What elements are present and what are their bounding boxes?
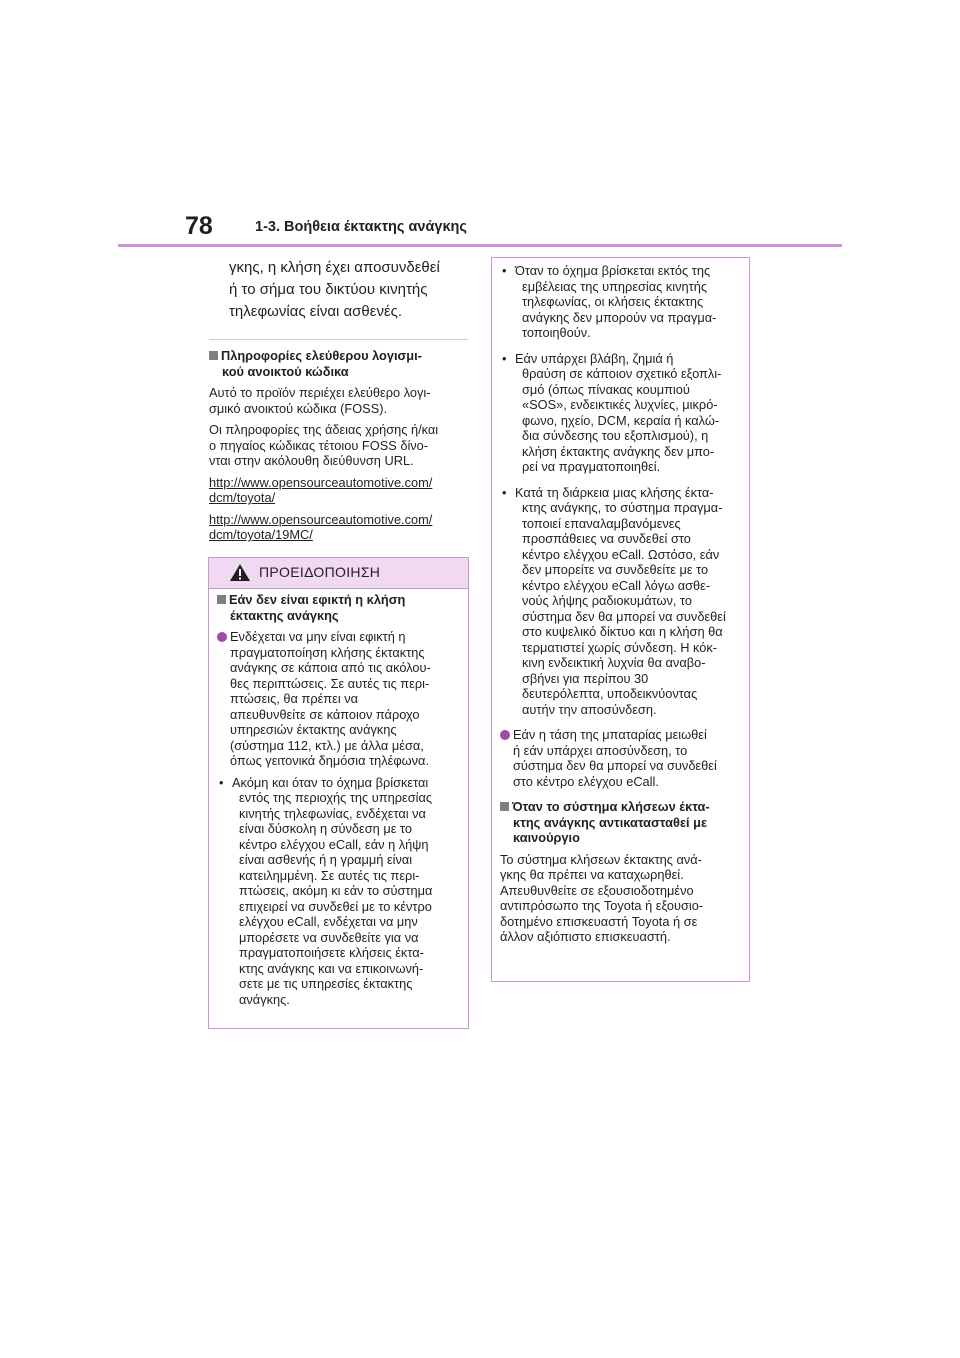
bullet-marker: • — [502, 263, 507, 278]
text-line: τηλεφωνίας είναι ασθενές. — [229, 303, 403, 320]
text-line: γκης, η κλήση έχει αποσυνδεθεί — [229, 259, 440, 276]
replacement-paragraph: Το σύστημα κλήσεων έκτακτης ανά- γκης θα πρέπει να καταχωρηθεί. Απευθυνθείτε σε εξουσιοδοτημένο αντιπρόσωπο της Toyota ή εξουσιο- δοτημένο επισκευαστή Toyota ή σε άλλον αξιόπιστο επισκευαστή. — [500, 851, 704, 944]
bullet-marker: • — [219, 774, 224, 790]
warning-bullet-item: • Ακόμη και όταν το όχημα βρίσκεται εντός της περιοχής της υπηρεσίας κινητής τηλεφωνίας, ενδέχεται να είναι δύσκολη η σύνδεση με το κέντρο ελέγχου eCall, εάν η λήψη είναι ασθενής ή η γραμμή είναι κατειλημμένη. Σε αυτές τις περι- πτώσεις, ακόμη κι εάν το σύστημα επιχειρεί να συνδεθεί με το κέντρο ελέγχου eCall, ενδέχεται να μην μπορέσετε να συνδεθείτε για να πραγματοποιήσετε κλήσεις έκτα- κτης ανάγκης και να επικοινωνή- σετε με τις υπηρεσίες έκτακτης ανάγκης. — [219, 774, 433, 1007]
bullet-item: • Εάν υπάρχει βλάβη, ζημιά ή θραύση σε κάποιον σχετικό εξοπλι- σμό (όπως πίνακας κουμπιού «SOS», ενδεικτικές λυχνίες, μικρό- φωνο, ηχείο, DCM, κεραία ή καλώ- δια σύνδεσης του εξοπλισμού), η κλήση έκτακτης ανάγκης δεν μπο- ρεί να πραγματοποιηθεί. — [502, 350, 722, 474]
warning-triangle-icon — [229, 563, 251, 582]
foss-section — [209, 348, 471, 543]
foss-heading: Πληροφορίες ελεύθερου λογισμι- κού ανοικτού κώδικα — [209, 348, 471, 379]
bullet-marker: • — [502, 350, 507, 366]
warning-header — [209, 558, 468, 589]
warning-continuation-body — [500, 263, 745, 945]
warning-heading: Εάν δεν είναι εφικτή η κλήση έκτακτης ανάγκης — [217, 592, 462, 623]
foss-paragraph: Αυτό το προϊόν περιέχει ελεύθερο λογι- σμικό ανοικτού κώδικα (FOSS). — [209, 385, 431, 416]
foss-link-toyota[interactable]: http://www.opensourceautomotive.com/ dcm/toyota/ — [209, 474, 433, 505]
foss-paragraph: Οι πληροφορίες της άδειας χρήσης ή/και ο πηγαίος κώδικας τέτοιου FOSS δίνο- νται στην ακόλουθη διεύθυνση URL. — [209, 422, 439, 468]
warning-circle-item: Ενδέχεται να μην είναι εφικτή η πραγματοποίηση κλήσης έκτακτης ανάγκης σε κάποια από τις ακόλου- θες περιπτώσεις. Σε αυτές τις περι- πτώσεις, θα πρέπει να απευθυνθείτε σε κάποιον πάροχο υπηρεσιών έκτακτης ανάγκης (σύστημα 112, κτλ.) με άλλα μέσα, όπως γειτονικά δημόσια τηλέφωνα. — [217, 629, 462, 769]
header-rule — [118, 244, 842, 247]
warning-title: ΠΡΟΕΙΔΟΠΟΙΗΣΗ — [259, 564, 381, 580]
divider — [209, 339, 468, 340]
purple-circle-icon — [500, 730, 510, 740]
page-number: 78 — [185, 212, 213, 240]
text-line: ή το σήμα του δικτύου κινητής — [229, 281, 428, 298]
gray-square-icon — [500, 802, 509, 811]
bullet-marker: • — [502, 484, 507, 500]
bullet-item: • Κατά τη διάρκεια μιας κλήσης έκτα- κτης ανάγκης, το σύστημα πραγμα- τοποιεί επαναλαμβανόμενες προσπάθειες να συνδεθεί στο κέντρο ελέγχου eCall. Ωστόσο, εάν δεν μπορείτε να συνδεθείτε με το κέντρο ελέγχου eCall λόγω ασθε- νούς λήψης ραδιοκυμάτων, το σύστημα δεν θα μπορεί να συνδεθεί στο κυψελικό δίκτυο και η κλήση θα τερματιστεί χωρίς σύνδεση. Η κόκ- κινη ενδεικτική λυχνία θα αναβο- σβήνει για περίπου 30 δευτερόλεπτα, υποδεικνύοντας αυτήν την αποσύνδεση. — [502, 484, 726, 717]
foss-link-toyota-19mc[interactable]: http://www.opensourceautomotive.com/ dcm/toyota/19MC/ — [209, 511, 433, 542]
warning-continuation-box — [491, 257, 750, 982]
warning-box — [208, 557, 469, 1029]
gray-square-icon — [209, 351, 218, 360]
purple-circle-icon — [217, 632, 227, 642]
section-title: 1-3. Βοήθεια έκτακτης ανάγκης — [255, 219, 467, 235]
gray-square-icon — [217, 595, 226, 604]
continuation-text — [229, 257, 469, 323]
replacement-heading: Όταν το σύστημα κλήσεων έκτα- κτης ανάγκης αντικατασταθεί με καινούργιο — [500, 799, 745, 846]
circle-item: Εάν η τάση της μπαταρίας μειωθεί ή εάν υπάρχει αποσύνδεση, το σύστημα δεν θα μπορεί να συνδεθεί στο κέντρο ελέγχου eCall. — [500, 727, 745, 789]
bullet-item: • Όταν το όχημα βρίσκεται εκτός της εμβέλειας της υπηρεσίας κινητής τηλεφωνίας, οι κλήσεις έκτακτης ανάγκης δεν μπορούν να πραγμα- τοποιηθούν. — [502, 263, 717, 340]
warning-body — [217, 592, 462, 1007]
